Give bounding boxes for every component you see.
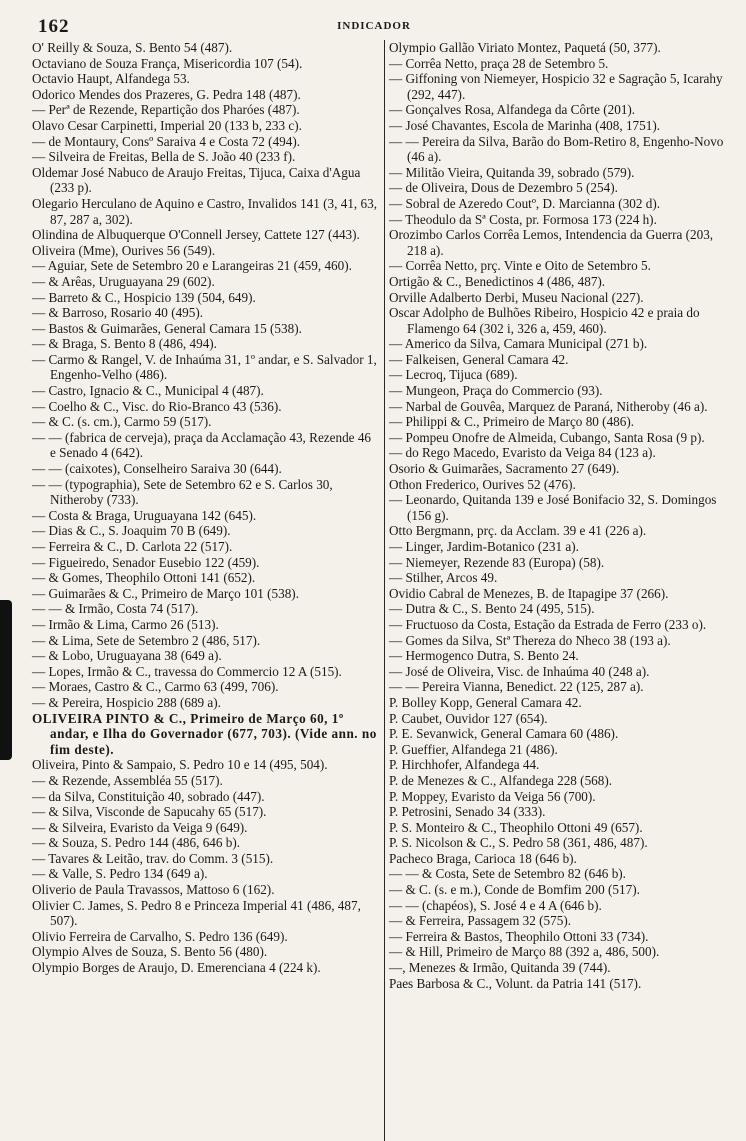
directory-entry: — Narbal de Gouvêa, Marquez de Paraná, Nitheroby (46 a). bbox=[389, 398, 708, 414]
directory-entry: Olegario Herculano de Aquino e Castro, Invalidos 141 (3, 41, 63, 87, 287 a, 302). bbox=[32, 195, 377, 227]
directory-entry: — Costa & Braga, Uruguayana 142 (645). bbox=[32, 507, 257, 523]
directory-entry: — — & Costa, Sete de Setembro 82 (646 b). bbox=[389, 866, 626, 882]
directory-entry: Oldemar José Nabuco de Araujo Freitas, Tijuca, Caixa d'Agua (233 p). bbox=[32, 164, 361, 196]
running-head: INDICADOR bbox=[337, 20, 411, 32]
directory-entry: — & Souza, S. Pedro 144 (486, 646 b). bbox=[32, 835, 241, 851]
directory-entry: Orozimbo Carlos Corrêa Lemos, Intendencia da Guerra (203, 218 a). bbox=[389, 227, 714, 258]
directory-entry: — Fructuoso da Costa, Estação da Estrada de Ferro (233 o). bbox=[389, 616, 707, 632]
directory-entry: Olivier C. James, S. Pedro 8 e Princeza Imperial 41 (486, 487, 507). bbox=[32, 897, 361, 929]
directory-entry: Octavio Haupt, Alfandega 53. bbox=[32, 71, 190, 87]
directory-entry: — & Valle, S. Pedro 134 (649 a). bbox=[32, 866, 208, 882]
directory-entry: Oliveira, Pinto & Sampaio, S. Pedro 10 e 14 (495, 504). bbox=[32, 757, 328, 773]
two-column-body bbox=[32, 40, 736, 1141]
directory-entry: — Leonardo, Quitanda 139 e José Bonifacio 32, S. Domingos (156 g). bbox=[389, 492, 717, 523]
directory-entry: — Guimarães & C., Primeiro de Março 101 (538). bbox=[32, 585, 299, 601]
directory-entry: — de Montaury, Consº Saraiva 4 e Costa 72 (494). bbox=[32, 133, 301, 149]
directory-entry: — & Gomes, Theophilo Ottoni 141 (652). bbox=[32, 570, 256, 586]
directory-entry: — Irmão & Lima, Carmo 26 (513). bbox=[32, 616, 219, 632]
directory-entry: Olavo Cesar Carpinetti, Imperial 20 (133 b, 233 c). bbox=[32, 117, 302, 133]
directory-entry: — Figueiredo, Senador Eusebio 122 (459). bbox=[32, 554, 260, 570]
directory-entry: OLIVEIRA PINTO & C., Primeiro de Março 60, 1º andar, e Ilha do Governador (677, 703). (Vide ann. no fim deste). bbox=[32, 710, 377, 757]
directory-entry: P. Gueffier, Alfandega 21 (486). bbox=[389, 741, 558, 757]
directory-entry: — — (fabrica de cerveja), praça da Acclamação 43, Rezende 46 e Senado 4 (642). bbox=[32, 429, 372, 461]
directory-entry: — & Ferreira, Passagem 32 (575). bbox=[389, 913, 572, 929]
directory-entry: Oliverio de Paula Travassos, Mattoso 6 (162). bbox=[32, 882, 275, 898]
directory-entry: Pacheco Braga, Carioca 18 (646 b). bbox=[389, 850, 577, 866]
directory-entry: Osorio & Guimarães, Sacramento 27 (649). bbox=[389, 461, 620, 477]
directory-entry: — Americo da Silva, Camara Municipal (271 b). bbox=[389, 336, 648, 352]
directory-entry: — — (typographia), Sete de Setembro 62 e S. Carlos 30, Nitheroby (733). bbox=[32, 476, 333, 508]
page-header bbox=[12, 14, 736, 40]
directory-entry: — Coelho & C., Visc. do Rio-Branco 43 (536). bbox=[32, 398, 282, 414]
directory-entry: P. S. Nicolson & C., S. Pedro 58 (361, 486, 487). bbox=[389, 835, 648, 851]
directory-entry: — & Rezende, Assembléa 55 (517). bbox=[32, 772, 223, 788]
directory-entry: — & Lobo, Uruguayana 38 (649 a). bbox=[32, 648, 222, 664]
directory-entry: —, Menezes & Irmão, Quitanda 39 (744). bbox=[389, 960, 611, 976]
page-number: 162 bbox=[38, 16, 70, 37]
directory-entry: — do Rego Macedo, Evaristo da Veiga 84 (123 a). bbox=[389, 445, 656, 461]
directory-entry: — Gomes da Silva, Stª Thereza do Nheco 38 (193 a). bbox=[389, 632, 671, 648]
directory-entry: — Barreto & C., Hospicio 139 (504, 649). bbox=[32, 289, 256, 305]
directory-entry: — & Pereira, Hospicio 288 (689 a). bbox=[32, 694, 221, 710]
directory-entry: — de Oliveira, Dous de Dezembro 5 (254). bbox=[389, 180, 618, 196]
directory-entry: — & Arêas, Uruguayana 29 (602). bbox=[32, 273, 215, 289]
directory-entry: O' Reilly & Souza, S. Bento 54 (487). bbox=[32, 40, 233, 55]
directory-entry: — & Lima, Sete de Setembro 2 (486, 517). bbox=[32, 632, 261, 648]
directory-entry: P. E. Sevanwick, General Camara 60 (486). bbox=[389, 726, 619, 742]
directory-entry: — Giffoning von Niemeyer, Hospicio 32 e Sagração 5, Icarahy (292, 447). bbox=[389, 71, 723, 102]
directory-entry: — José Chavantes, Escola de Marinha (408, 1751). bbox=[389, 117, 661, 133]
directory-entry: — Perª de Rezende, Repartição dos Pharóes (487). bbox=[32, 102, 300, 118]
directory-entry: P. Petrosini, Senado 34 (333). bbox=[389, 804, 546, 820]
directory-entry: Othon Frederico, Ourives 52 (476). bbox=[389, 476, 576, 492]
directory-entry: — Gonçalves Rosa, Alfandega da Côrte (201). bbox=[389, 102, 636, 118]
directory-entry: — Dias & C., S. Joaquim 70 B (649). bbox=[32, 523, 231, 539]
directory-entry: — & Silveira, Evaristo da Veiga 9 (649). bbox=[32, 819, 248, 835]
left-column bbox=[32, 40, 384, 1141]
directory-entry: — Bastos & Guimarães, General Camara 15 (538). bbox=[32, 320, 302, 336]
directory-entry: — & Hill, Primeiro de Março 88 (392 a, 486, 500). bbox=[389, 944, 660, 960]
directory-entry: — Militão Vieira, Quitanda 39, sobrado (579). bbox=[389, 164, 635, 180]
directory-entry: — Lecroq, Tijuca (689). bbox=[389, 367, 518, 383]
directory-entry: — & Braga, S. Bento 8 (486, 494). bbox=[32, 336, 217, 352]
directory-entry: — Mungeon, Praça do Commercio (93). bbox=[389, 383, 603, 399]
directory-entry: — Linger, Jardim-Botanico (231 a). bbox=[389, 539, 579, 554]
directory-entry: — Stilher, Arcos 49. bbox=[389, 570, 498, 586]
directory-entry: — Silveira de Freitas, Bella de S. João 40 (233 f). bbox=[32, 149, 296, 165]
directory-entry: — Lopes, Irmão & C., travessa do Commercio 12 A (515). bbox=[32, 663, 342, 679]
directory-entry: — Sobral de Azeredo Coutº, D. Marcianna (302 d). bbox=[389, 195, 661, 211]
directory-entry: — Ferreira & Bastos, Theophilo Ottoni 33 (734). bbox=[389, 928, 649, 944]
directory-entry: — Castro, Ignacio & C., Municipal 4 (487). bbox=[32, 383, 264, 399]
directory-entry: Orville Adalberto Derbi, Museu Nacional (227). bbox=[389, 289, 644, 305]
directory-entry: — Philippi & C., Primeiro de Março 80 (486). bbox=[389, 414, 635, 430]
directory-entry: — Theodulo da Sª Costa, pr. Formosa 173 (224 h). bbox=[389, 211, 657, 227]
directory-entry: Ortigão & C., Benedictinos 4 (486, 487). bbox=[389, 273, 606, 289]
directory-entry: — Falkeisen, General Camara 42. bbox=[389, 351, 569, 367]
directory-entry: Olivio Ferreira de Carvalho, S. Pedro 136 (649). bbox=[32, 928, 288, 944]
directory-entry: — — (chapéos), S. José 4 e 4 A (646 b). bbox=[389, 897, 602, 913]
directory-entry: — Moraes, Castro & C., Carmo 63 (499, 706). bbox=[32, 679, 279, 695]
directory-entry: P. Bolley Kopp, General Camara 42. bbox=[389, 694, 582, 710]
directory-entry: — — & Irmão, Costa 74 (517). bbox=[32, 601, 199, 617]
directory-entry: — — Pereira Vianna, Benedict. 22 (125, 287 a). bbox=[389, 679, 644, 695]
binding-edge-mark bbox=[0, 600, 12, 760]
directory-entry: Oliveira (Mme), Ourives 56 (549). bbox=[32, 242, 216, 258]
directory-entry: — Carmo & Rangel, V. de Inhaúma 31, 1º andar, e S. Salvador 1, Engenho-Velho (486). bbox=[32, 351, 377, 383]
directory-entry: — — Pereira da Silva, Barão do Bom-Retiro 8, Engenho-Novo (46 a). bbox=[389, 133, 724, 165]
directory-entry: — Tavares & Leitão, trav. do Comm. 3 (515). bbox=[32, 850, 274, 866]
directory-entry: P. Hirchhofer, Alfandega 44. bbox=[389, 757, 540, 773]
directory-entry: Otto Bergmann, prç. da Acclam. 39 e 41 (226 a). bbox=[389, 523, 647, 539]
directory-entry: — da Silva, Constituição 40, sobrado (447). bbox=[32, 788, 265, 804]
directory-entry: P. S. Monteiro & C., Theophilo Ottoni 49 (657). bbox=[389, 819, 643, 835]
directory-entry: — Ferreira & C., D. Carlota 22 (517). bbox=[32, 539, 233, 554]
directory-entry: — & C. (s. cm.), Carmo 59 (517). bbox=[32, 414, 212, 430]
directory-entry: — José de Oliveira, Visc. de Inhaúma 40 (248 a). bbox=[389, 663, 650, 679]
directory-entry: — & Silva, Visconde de Sapucahy 65 (517). bbox=[32, 804, 267, 820]
directory-entry: Oscar Adolpho de Bulhões Ribeiro, Hospicio 42 e praia do Flamengo 64 (302 i, 326 a, 459, 460). bbox=[389, 305, 700, 336]
directory-entry: Odorico Mendes dos Prazeres, G. Pedra 148 (487). bbox=[32, 86, 301, 102]
directory-entry: — & Barroso, Rosario 40 (495). bbox=[32, 305, 204, 321]
directory-entry: — & C. (s. e m.), Conde de Bomfim 200 (517). bbox=[389, 882, 640, 898]
directory-entry: P. de Menezes & C., Alfandega 228 (568). bbox=[389, 772, 613, 788]
directory-entry: — Hermogenco Dutra, S. Bento 24. bbox=[389, 648, 579, 664]
directory-entry: Paes Barbosa & C., Volunt. da Patria 141 (517). bbox=[389, 975, 642, 991]
directory-entry: Octaviano de Souza França, Misericordia 107 (54). bbox=[32, 55, 303, 71]
directory-entry: Ovidio Cabral de Menezes, B. de Itapagipe 37 (266). bbox=[389, 585, 669, 601]
directory-entry: Olympio Alves de Souza, S. Bento 56 (480). bbox=[32, 944, 268, 960]
directory-entry: — Niemeyer, Rezende 83 (Europa) (58). bbox=[389, 554, 605, 570]
directory-entry: — Pompeu Onofre de Almeida, Cubango, Santa Rosa (9 p). bbox=[389, 429, 705, 445]
directory-entry: — Dutra & C., S. Bento 24 (495, 515). bbox=[389, 601, 595, 617]
directory-entry: — Corrêa Netto, prç. Vinte e Oito de Setembro 5. bbox=[389, 258, 651, 274]
directory-entry: Olympio Gallão Viriato Montez, Paquetá (50, 377). bbox=[389, 40, 661, 55]
directory-entry: Olindina de Albuquerque O'Connell Jersey, Cattete 127 (443). bbox=[32, 227, 360, 243]
right-column bbox=[384, 40, 736, 1141]
directory-entry: — — (caixotes), Conselheiro Saraiva 30 (644). bbox=[32, 461, 282, 477]
directory-entry: Olympio Borges de Araujo, D. Emerenciana 4 (224 k). bbox=[32, 960, 321, 976]
directory-entry: P. Caubet, Ouvidor 127 (654). bbox=[389, 710, 548, 726]
directory-entry: — Corrêa Netto, praça 28 de Setembro 5. bbox=[389, 55, 609, 71]
directory-entry: — Aguiar, Sete de Setembro 20 e Larangeiras 21 (459, 460). bbox=[32, 258, 352, 274]
directory-entry: P. Moppey, Evaristo da Veiga 56 (700). bbox=[389, 788, 596, 804]
